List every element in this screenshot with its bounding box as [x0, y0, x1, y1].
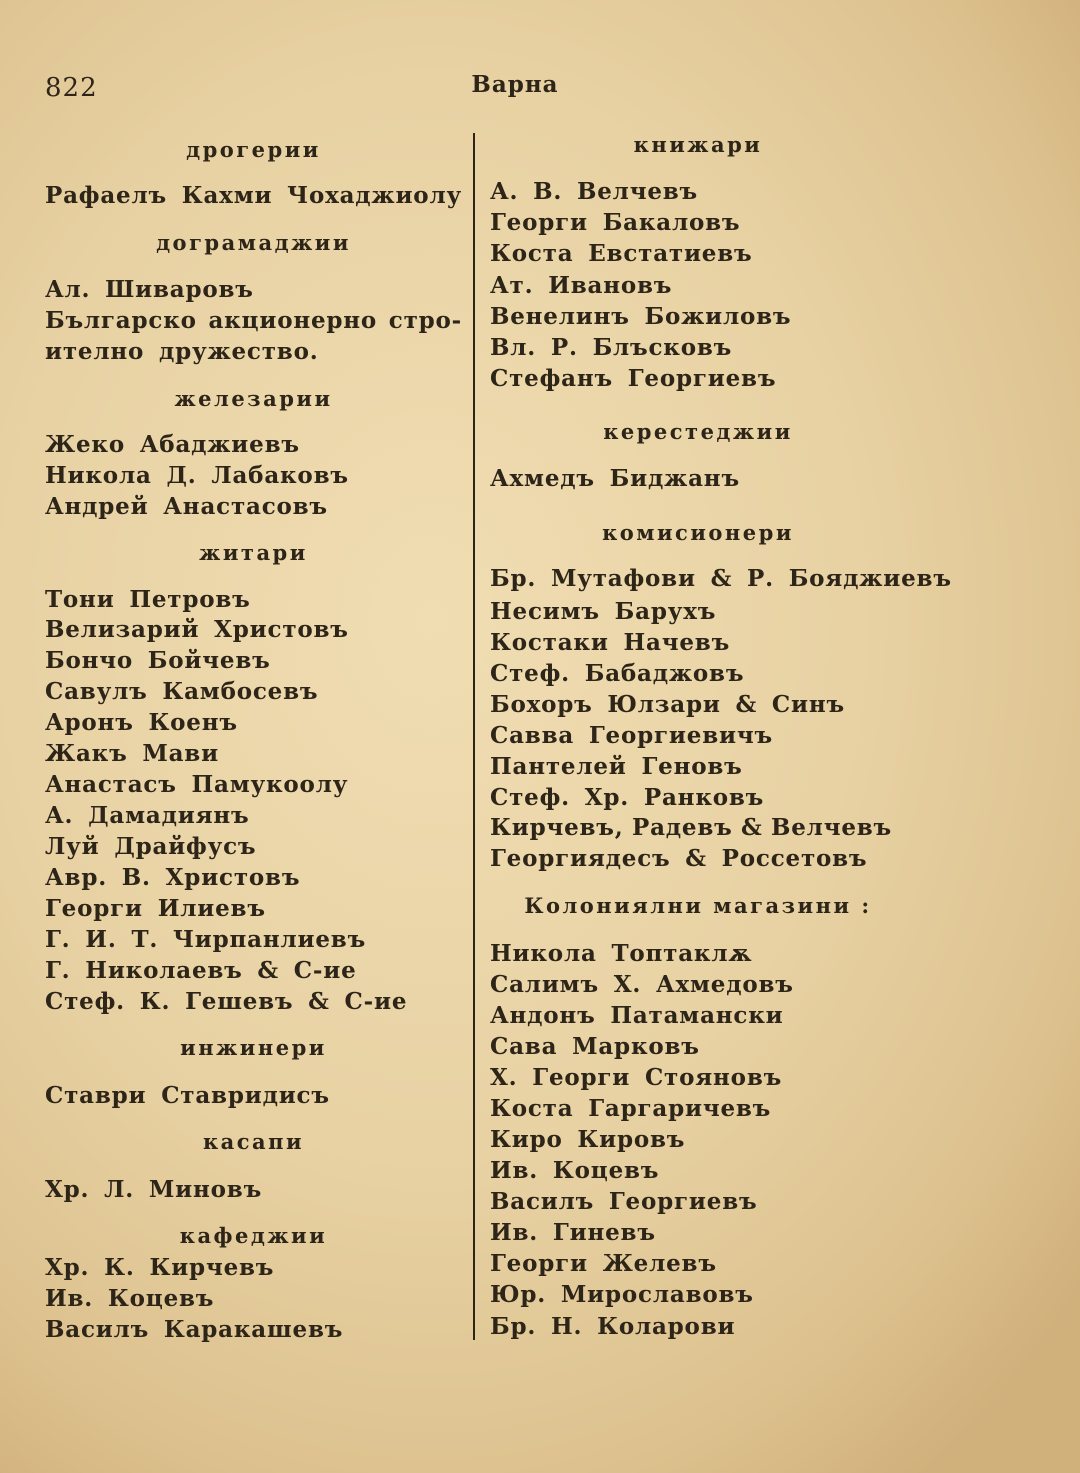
directory-entry: А. В. Велчевъ: [490, 178, 698, 205]
category-heading: книжари: [633, 132, 763, 157]
directory-entry: Коста Евстатиевъ: [490, 240, 753, 267]
directory-entry: Несимъ Барухъ: [490, 598, 717, 625]
directory-entry: Бр. Мутафови & Р. Бояджиевъ: [490, 565, 952, 592]
directory-entry: Хр. Л. Миновъ: [45, 1176, 263, 1203]
word: Кахми: [181, 182, 273, 209]
word: Радевъ: [631, 814, 733, 841]
directory-entry: Х. Георги Стояновъ: [490, 1064, 783, 1091]
directory-entry: Салимъ Х. Ахмедовъ: [490, 971, 794, 998]
directory-entry: [45, 180, 462, 211]
word: стро-: [388, 307, 462, 334]
directory-entry: Тони Петровъ: [45, 586, 251, 613]
directory-entry: Стеф. К. Гешевъ & С-ие: [45, 988, 408, 1015]
directory-entry: Андонъ Патамански: [490, 1002, 784, 1029]
directory-entry: Г. Николаевъ & С-ие: [45, 957, 357, 984]
directory-entry: Василъ Георгиевъ: [490, 1188, 758, 1215]
directory-entry: Вл. Р. Блъсковъ: [490, 334, 733, 361]
directory-entry: Никола Д. Лабаковъ: [45, 462, 349, 489]
column-divider: [473, 133, 475, 1340]
word: Българско: [45, 307, 197, 334]
category-heading: житари: [199, 540, 308, 565]
directory-entry: Георги Желевъ: [490, 1250, 717, 1277]
category-heading: керестеджии: [603, 419, 793, 444]
directory-entry: Георгиядесъ & Россетовъ: [490, 845, 868, 872]
directory-entry: Бр. Н. Коларови: [490, 1313, 736, 1340]
directory-entry: Киро Кировъ: [490, 1126, 686, 1153]
category-heading: кафеджии: [179, 1223, 328, 1248]
category-heading: дрогерии: [186, 137, 321, 162]
directory-entry: Савулъ Камбосевъ: [45, 678, 319, 705]
directory-entry: Василъ Каракашевъ: [45, 1316, 344, 1343]
directory-entry: Ставри Ставридисъ: [45, 1082, 330, 1109]
page-number: 822: [45, 73, 98, 103]
directory-entry: Ив. Коцевъ: [490, 1157, 660, 1184]
directory-entry: Ив. Коцевъ: [45, 1285, 215, 1312]
directory-entry: Георги Илиевъ: [45, 895, 266, 922]
word: Кирчевъ,: [490, 814, 624, 841]
directory-entry: Жеко Абаджиевъ: [45, 431, 300, 458]
directory-entry: Бончо Бойчевъ: [45, 647, 271, 674]
category-heading: железарии: [174, 386, 333, 411]
directory-entry: А. Дамадиянъ: [45, 802, 250, 829]
right-column: [490, 0, 952, 1473]
directory-entry: Савва Георгиевичъ: [490, 722, 773, 749]
directory-entry: Хр. К. Кирчевъ: [45, 1254, 275, 1281]
directory-entry: Ат. Ивановъ: [490, 272, 673, 299]
category-heading: дограмаджии: [156, 230, 351, 255]
word: Рафаелъ: [45, 182, 167, 209]
directory-entry: Юр. Мирославовъ: [490, 1281, 754, 1308]
directory-entry: Анастасъ Памукоолу: [45, 771, 349, 798]
directory-entry: Андрей Анастасовъ: [45, 493, 328, 520]
directory-entry: Венелинъ Божиловъ: [490, 303, 792, 330]
directory-entry: Георги Бакаловъ: [490, 209, 741, 236]
directory-entry: [45, 305, 462, 336]
directory-entry: Коста Гаргаричевъ: [490, 1095, 772, 1122]
word: &: [741, 814, 763, 841]
running-head: Варна: [471, 71, 559, 98]
left-column: [45, 0, 462, 1473]
category-heading: Колониялни магазини :: [524, 893, 872, 918]
directory-entry: Стеф. Хр. Ранковъ: [490, 784, 765, 811]
category-heading: касапи: [202, 1129, 305, 1154]
directory-entry: Аронъ Коенъ: [45, 709, 238, 736]
directory-entry: Ахмедъ Биджанъ: [490, 465, 740, 492]
directory-entry: Пантелей Геновъ: [490, 753, 743, 780]
directory-entry: [490, 812, 892, 843]
directory-entry: Авр. В. Христовъ: [45, 864, 301, 891]
directory-entry: Стеф. Бабаджовъ: [490, 660, 745, 687]
directory-entry: Г. И. Т. Чирпанлиевъ: [45, 926, 367, 953]
directory-entry: Ал. Шиваровъ: [45, 276, 254, 303]
word: Велчевъ: [771, 814, 892, 841]
directory-entry: Костаки Начевъ: [490, 629, 731, 656]
directory-entry: Жакъ Мави: [45, 740, 219, 767]
directory-entry: Стефанъ Георгиевъ: [490, 365, 777, 392]
category-heading: комисионери: [602, 520, 794, 545]
directory-entry: Луй Драйфусъ: [45, 833, 257, 860]
directory-entry: Никола Топтаклѫ: [490, 940, 753, 967]
category-heading: инжинери: [180, 1035, 327, 1060]
directory-entry: Ив. Гиневъ: [490, 1219, 656, 1246]
word: Чохаджиолу: [287, 182, 462, 209]
directory-entry: Велизарий Христовъ: [45, 616, 349, 643]
directory-entry: ително дружество.: [45, 338, 319, 365]
directory-entry: Сава Марковъ: [490, 1033, 700, 1060]
directory-entry: Бохоръ Юлзари & Синъ: [490, 691, 845, 718]
word: акционерно: [208, 307, 378, 334]
